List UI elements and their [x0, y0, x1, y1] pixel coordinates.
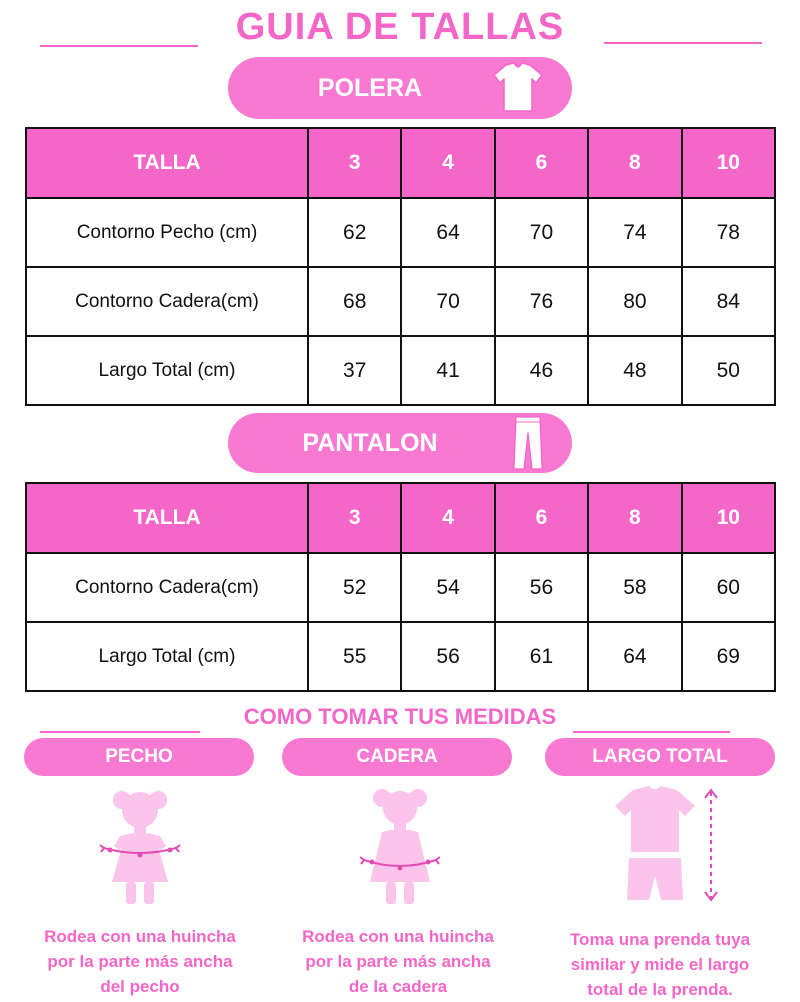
cell-value: 69: [682, 622, 775, 691]
cell-value: 41: [401, 336, 494, 405]
row-label: Contorno Pecho (cm): [26, 198, 308, 267]
table-row: [26, 622, 775, 691]
description-line: Rodea con una huincha: [302, 927, 494, 946]
polera-header-size: 4: [401, 128, 494, 198]
cell-value: 48: [588, 336, 681, 405]
description-line: del pecho: [100, 977, 180, 996]
cadera-pill: [282, 738, 512, 776]
cell-value: 60: [682, 553, 775, 622]
cell-value: 62: [308, 198, 401, 267]
cell-value: 70: [401, 267, 494, 336]
howto-title: COMO TOMAR TUS MEDIDAS: [243, 704, 557, 729]
largo-total-label: LARGO TOTAL: [592, 746, 728, 767]
pantalon-header-size: 6: [495, 483, 588, 553]
description-line: por la parte más ancha: [305, 952, 491, 971]
outfit-length-measure-icon: [605, 782, 735, 912]
cell-value: 58: [588, 553, 681, 622]
polera-header-talla: TALLA: [26, 128, 308, 198]
pantalon-header-talla: TALLA: [26, 483, 308, 553]
description-line: total de la prenda.: [587, 980, 733, 999]
cell-value: 56: [401, 622, 494, 691]
cell-value: 70: [495, 198, 588, 267]
table-row: [26, 267, 775, 336]
polera-size-table: [25, 127, 776, 406]
cell-value: 78: [682, 198, 775, 267]
description-line: de la cadera: [348, 977, 448, 996]
howto-line-right: [573, 731, 730, 733]
pantalon-header-size: 4: [401, 483, 494, 553]
cadera-description: [272, 924, 524, 999]
cell-value: 54: [401, 553, 494, 622]
table-row: [26, 553, 775, 622]
table-row: [26, 336, 775, 405]
howto-line-left: [40, 731, 200, 733]
description-line: Toma una prenda tuya: [569, 930, 751, 949]
cell-value: 68: [308, 267, 401, 336]
cell-value: 55: [308, 622, 401, 691]
cell-value: 76: [495, 267, 588, 336]
pecho-description: [14, 924, 266, 999]
pantalon-size-table: [25, 482, 776, 692]
cell-value: 64: [401, 198, 494, 267]
polera-header-size: 6: [495, 128, 588, 198]
description-line: Rodea con una huincha: [44, 927, 236, 946]
pantalon-header-size: 3: [308, 483, 401, 553]
cell-value: 50: [682, 336, 775, 405]
pecho-label: PECHO: [105, 746, 173, 767]
cell-value: 56: [495, 553, 588, 622]
title-line-right: [604, 42, 762, 44]
row-label: Largo Total (cm): [26, 622, 308, 691]
cell-value: 46: [495, 336, 588, 405]
row-label: Largo Total (cm): [26, 336, 308, 405]
child-hip-measure-icon: [350, 782, 450, 912]
pecho-pill: [24, 738, 254, 776]
cell-value: 80: [588, 267, 681, 336]
pantalon-header-size: 8: [588, 483, 681, 553]
largo-total-pill: [545, 738, 775, 776]
cell-value: 74: [588, 198, 681, 267]
polera-header-size: 8: [588, 128, 681, 198]
cell-value: 61: [495, 622, 588, 691]
cell-value: 37: [308, 336, 401, 405]
pantalon-header-row: [26, 483, 775, 553]
row-label: Contorno Cadera(cm): [26, 267, 308, 336]
polera-header-row: [26, 128, 775, 198]
polera-header-size: 10: [682, 128, 775, 198]
tshirt-icon: [488, 59, 548, 117]
description-line: por la parte más ancha: [47, 952, 233, 971]
cell-value: 84: [682, 267, 775, 336]
largo-total-description: [534, 927, 786, 1002]
table-row: [26, 198, 775, 267]
cell-value: 64: [588, 622, 681, 691]
child-chest-measure-icon: [90, 782, 190, 912]
description-line: similar y mide el largo: [570, 955, 750, 974]
cell-value: 52: [308, 553, 401, 622]
polera-label: POLERA: [317, 73, 423, 102]
pants-icon: [508, 413, 548, 473]
pantalon-header-size: 10: [682, 483, 775, 553]
title-line-left: [40, 45, 198, 47]
polera-header-size: 3: [308, 128, 401, 198]
page-title: GUIA DE TALLAS: [235, 6, 565, 48]
row-label: Contorno Cadera(cm): [26, 553, 308, 622]
cadera-label: CADERA: [356, 746, 438, 767]
pantalon-label: PANTALON: [302, 428, 438, 457]
